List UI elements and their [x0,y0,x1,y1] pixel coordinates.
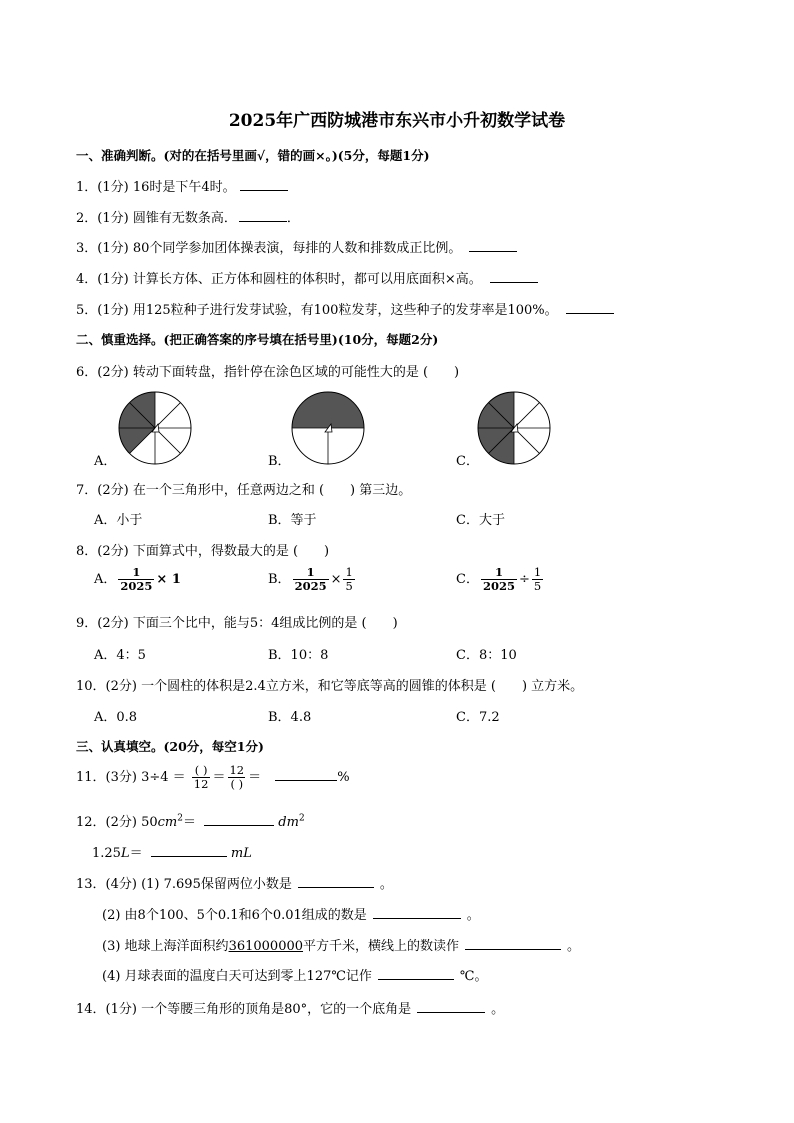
fraction: $\frac{1}{2025}$ [294,565,327,593]
answer-blank[interactable] [298,875,374,888]
question-14: 14．(1分) 一个等腰三角形的顶角是80°，它的一个底角是 。 [76,1002,505,1017]
question-13-1: 13．(4分) (1) 7.695保留两位小数是 。 [76,877,393,892]
option-8b[interactable]: B． $\frac{1}{2025}$ × $\frac{1}{5}$ [268,565,353,593]
option-6b[interactable]: B． [268,454,291,469]
option-7b[interactable]: B．等于 [268,513,317,528]
fraction: $\frac{1}{2025}$ [120,565,153,593]
question-13-4: (4) 月球表面的温度白天可达到零上127℃记作 ℃。 [102,969,488,984]
question-6: 6．(2分) 转动下面转盘，指针停在涂色区域的可能性大的是 ( ) [76,365,460,380]
answer-blank[interactable] [490,270,538,283]
option-8a[interactable]: A． $\frac{1}{2025}$ × 1 [94,565,181,593]
answer-blank[interactable] [275,768,337,781]
option-10b[interactable]: B．4.8 [268,710,312,725]
page-title: 2025年广西防城港市东兴市小升初数学试卷 [228,111,566,131]
answer-blank[interactable] [465,937,561,950]
answer-blank[interactable] [469,239,517,252]
fraction: $\frac{1}{5}$ [533,565,542,593]
question-8: 8．(2分) 下面算式中，得数最大的是 ( ) [76,544,330,559]
fraction-blank-denominator[interactable]: $\frac{12}{( )}$ [229,763,245,791]
question-7: 7．(2分) 在一个三角形中，任意两边之和 ( ) 第三边。 [76,483,412,498]
fraction: $\frac{1}{5}$ [345,565,353,593]
answer-blank[interactable] [378,967,454,980]
option-7a[interactable]: A．小于 [94,513,143,528]
option-10c[interactable]: C．7.2 [456,710,500,725]
section-heading-3: 三、认真填空。(20分，每空1分) [76,739,264,754]
answer-blank[interactable] [151,844,227,857]
question-13-2: (2) 由8个100、5个0.1和6个0.01组成的数是 。 [102,908,480,923]
question-2: 2．(1分) 圆锥有无数条高． ． [76,211,300,226]
question-13-3: (3) 地球上海洋面积约361000000平方千米，横线上的数读作 。 [102,939,581,954]
option-9b[interactable]: B．10：8 [268,648,329,663]
section-heading-2: 二、慎重选择。(把正确答案的序号填在括号里)(10分，每题2分) [76,332,439,347]
answer-blank[interactable] [240,178,288,191]
fraction-blank-numerator[interactable]: $\frac{( )}{12}$ [193,763,209,791]
question-11: 11．(3分) 3÷4 ＝ $\frac{( )}{12}$ ＝ $\frac{12}{( )}$ ＝ % [76,763,350,791]
answer-blank[interactable] [373,906,461,919]
option-6a[interactable]: A． [94,454,117,469]
question-3: 3．(1分) 80个同学参加团体操表演，每排的人数和排数成正比例。 [76,237,517,256]
answer-blank[interactable] [204,813,274,826]
question-4: 4．(1分) 计算长方体、正方体和圆柱的体积时，都可以用底面积×高。 [76,268,538,287]
option-7c[interactable]: C．大于 [456,513,505,528]
question-10: 10．(2分) 一个圆柱的体积是2.4立方米，和它等底等高的圆锥的体积是 ( ) 立方米。 [76,679,584,694]
question-5: 5．(1分) 用125粒种子进行发芽试验，有100粒发芽，这些种子的发芽率是100%。 [76,299,614,318]
question-12b: 1.25L＝ mL [92,846,252,861]
question-1: 1．(1分) 16时是下午4时。 [76,176,288,195]
section-heading-1: 一、准确判断。(对的在括号里画√，错的画×。)(5分，每题1分) [76,148,430,163]
spinner-c [476,390,552,466]
option-8c[interactable]: C． $\frac{1}{2025}$ ÷ $\frac{1}{5}$ [456,565,542,593]
answer-blank[interactable] [417,1000,485,1013]
answer-blank[interactable] [566,301,614,314]
fraction: $\frac{1}{2025}$ [482,565,515,593]
option-9c[interactable]: C．8：10 [456,648,517,663]
spinner-a [117,390,193,466]
question-9: 9．(2分) 下面三个比中，能与5：4组成比例的是 ( ) [76,616,398,631]
question-12: 12．(2分) $50cm^2= dm^2$ [76,813,305,830]
spinner-b [290,390,366,466]
option-6c[interactable]: C． [456,454,479,469]
answer-blank[interactable] [239,209,287,222]
option-10a[interactable]: A．0.8 [94,710,138,725]
option-9a[interactable]: A．4：5 [94,648,146,663]
